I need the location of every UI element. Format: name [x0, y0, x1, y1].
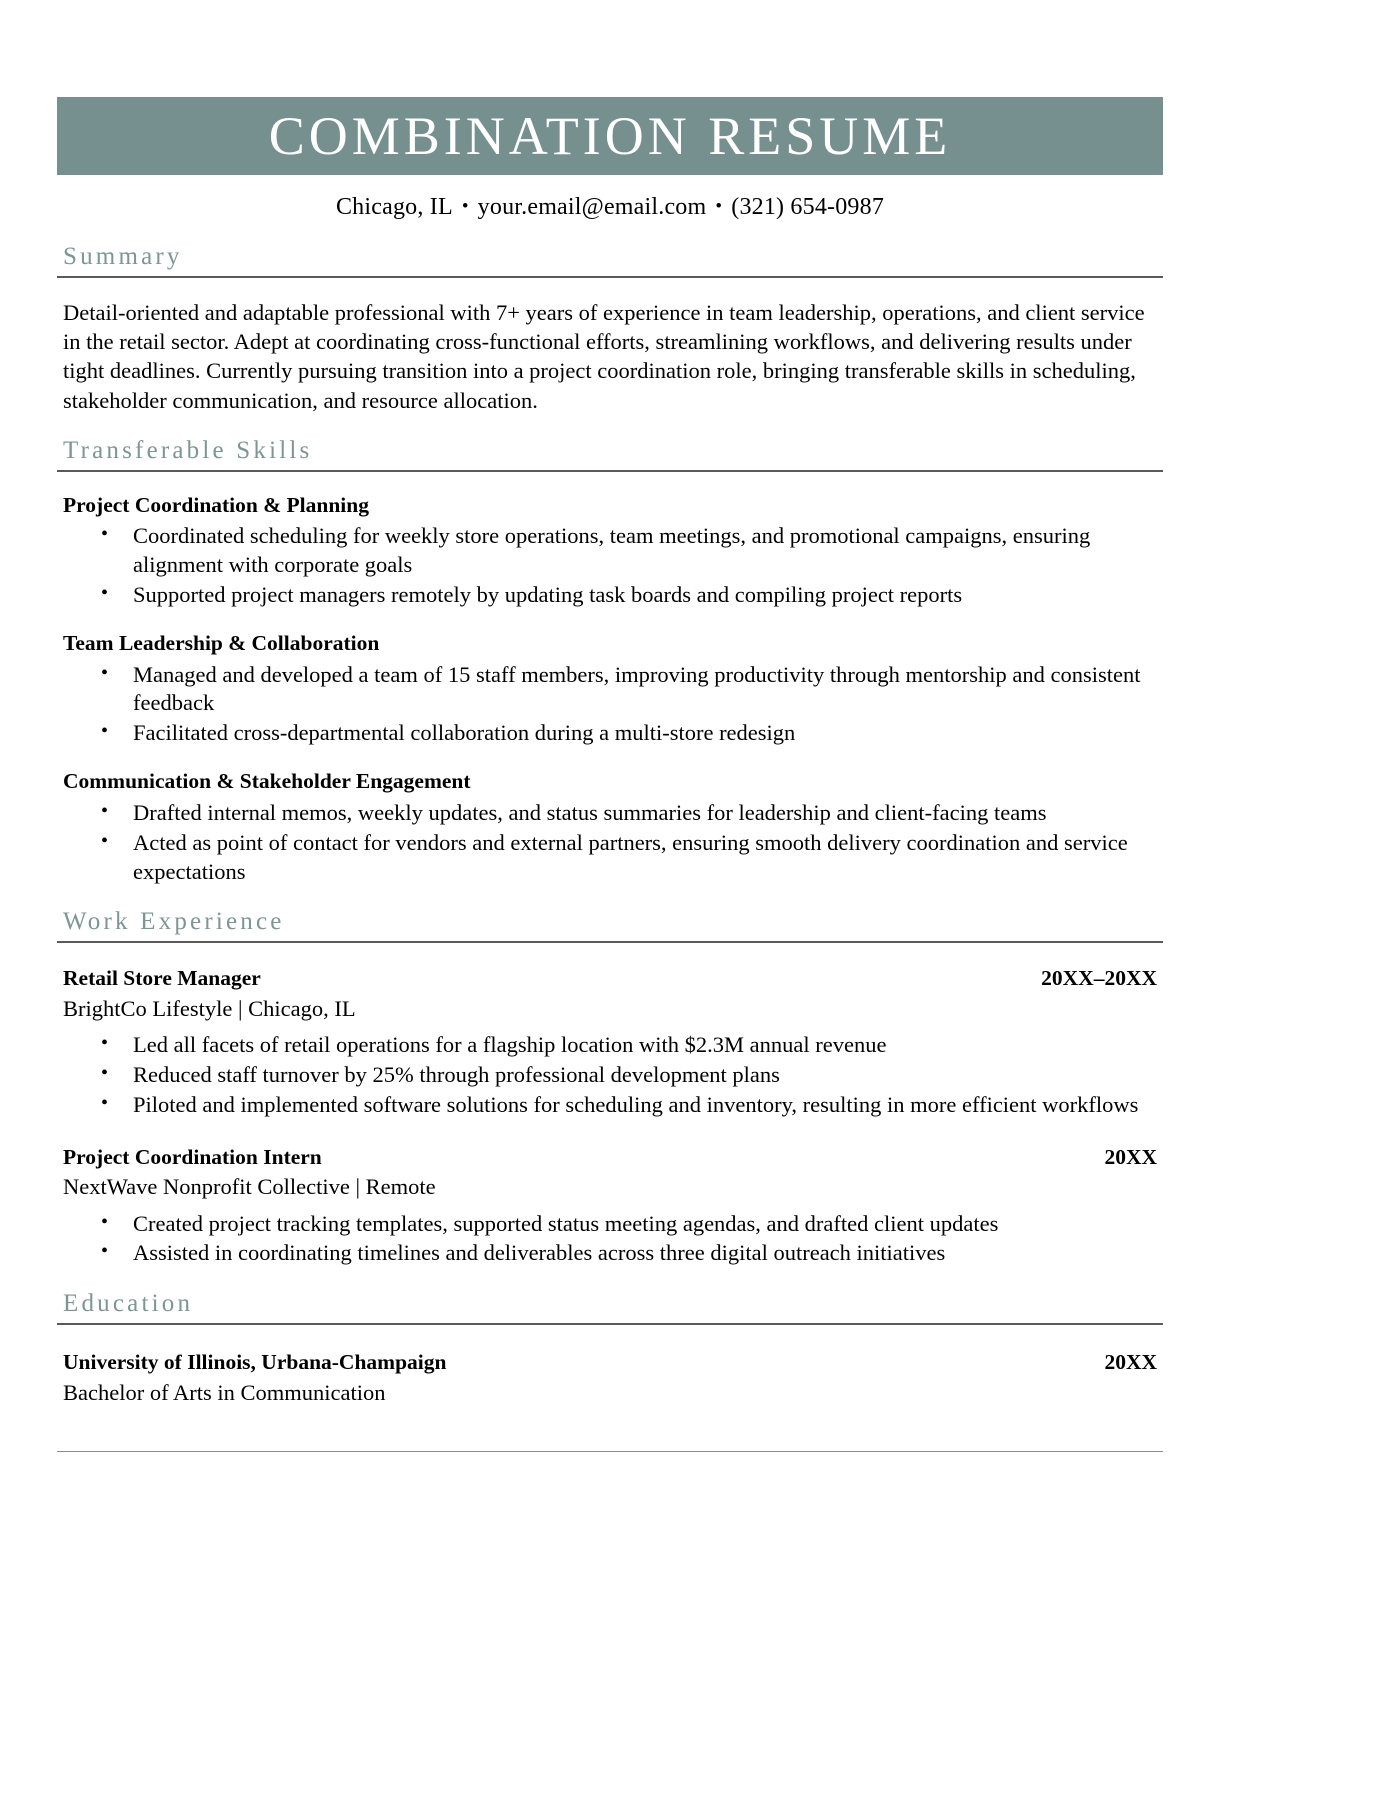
- contact-separator-1: •: [461, 196, 469, 217]
- skill-group-title: Project Coordination & Planning: [63, 492, 369, 517]
- header-banner: [57, 97, 1163, 175]
- section-heading-summary: Summary: [63, 243, 183, 270]
- education-entry-header: [57, 1349, 1163, 1376]
- experience-employer: BrightCo Lifestyle | Chicago, IL: [63, 995, 356, 1021]
- education-school: University of Illinois, Urbana-Champaign: [63, 1350, 447, 1375]
- list-item: • Assisted in coordinating timelines and deliverables across three digital outreach initiatives: [133, 1239, 1163, 1268]
- experience-entry: [57, 1144, 1163, 1269]
- contact-separator-2: •: [715, 196, 723, 217]
- section-education: [57, 1290, 1163, 1452]
- experience-bullet-list: [57, 1210, 1163, 1269]
- skill-group-title: Team Leadership & Collaboration: [63, 630, 380, 655]
- list-item: • Supported project managers remotely by updating task boards and compiling project reports: [133, 581, 1163, 610]
- section-transferable-skills: [57, 437, 1163, 887]
- contact-phone[interactable]: (321) 654-0987: [731, 194, 885, 220]
- contact-line: [57, 194, 1163, 221]
- education-date: 20XX: [1104, 1350, 1157, 1375]
- page-title: COMBINATION RESUME: [268, 106, 952, 166]
- experience-employer: NextWave Nonprofit Collective | Remote: [63, 1174, 436, 1200]
- section-heading-skills: Transferable Skills: [63, 436, 313, 464]
- skill-group: [57, 768, 1163, 886]
- experience-date: 20XX: [1104, 1144, 1157, 1169]
- list-item: • Piloted and implemented software solutions for scheduling and inventory, resulting in more efficient workflows: [133, 1091, 1163, 1120]
- experience-entry-header: [57, 965, 1163, 992]
- experience-entry: [57, 965, 1163, 1120]
- skill-bullet-list: [57, 522, 1163, 609]
- list-item: • Coordinated scheduling for weekly store operations, team meetings, and promotional campaigns, ensuring alignment with corporate goals: [133, 522, 1163, 580]
- skill-group: [57, 630, 1163, 748]
- experience-job-title: Retail Store Manager: [63, 966, 261, 991]
- list-item: • Facilitated cross-departmental collaboration during a multi-store redesign: [133, 719, 1163, 748]
- list-item: • Managed and developed a team of 15 staff members, improving productivity through mentorship and consistent feedback: [133, 661, 1163, 719]
- section-rule-experience: [57, 941, 1163, 943]
- list-item: • Created project tracking templates, supported status meeting agendas, and drafted client updates: [133, 1210, 1163, 1239]
- summary-paragraph: Detail-oriented and adaptable professional with 7+ years of experience in team leadership, operations, and client service in the retail sector. Adept at coordinating cross-functional efforts, streamlining workflows, and delivering results under tight deadlines. Currently pursuing transition into a project coordination role, bringing transferable skills in scheduling, stakeholder communication, and resource allocation.: [63, 299, 1145, 413]
- contact-location: Chicago, IL: [335, 194, 453, 220]
- list-item: • Drafted internal memos, weekly updates, and status summaries for leadership and client-facing teams: [133, 799, 1163, 828]
- contact-email[interactable]: your.email@email.com: [477, 194, 707, 220]
- section-summary: [57, 243, 1163, 415]
- experience-bullet-list: [57, 1031, 1163, 1119]
- experience-date: 20XX–20XX: [1041, 966, 1157, 991]
- list-item: • Acted as point of contact for vendors and external partners, ensuring smooth delivery coordination and service expectations: [133, 829, 1163, 887]
- section-rule-skills: [57, 470, 1163, 472]
- section-heading-experience: Work Experience: [63, 908, 285, 936]
- skill-group: [57, 492, 1163, 610]
- section-heading-education: Education: [63, 1290, 194, 1318]
- section-rule-summary: [57, 276, 1163, 278]
- experience-entry-header: [57, 1144, 1163, 1171]
- experience-job-title: Project Coordination Intern: [63, 1144, 322, 1169]
- section-rule-education: [57, 1323, 1163, 1325]
- list-item: • Led all facets of retail operations for a flagship location with $2.3M annual revenue: [133, 1031, 1163, 1060]
- skill-bullet-list: [57, 799, 1163, 886]
- list-item: • Reduced staff turnover by 25% through professional development plans: [133, 1061, 1163, 1090]
- section-work-experience: [57, 908, 1163, 1268]
- skill-bullet-list: [57, 661, 1163, 748]
- resume-content: [57, 0, 1163, 1452]
- bottom-divider: [57, 1451, 1163, 1452]
- education-degree: Bachelor of Arts in Communication: [63, 1379, 386, 1405]
- education-entry: [57, 1349, 1163, 1407]
- skill-group-title: Communication & Stakeholder Engagement: [63, 769, 471, 794]
